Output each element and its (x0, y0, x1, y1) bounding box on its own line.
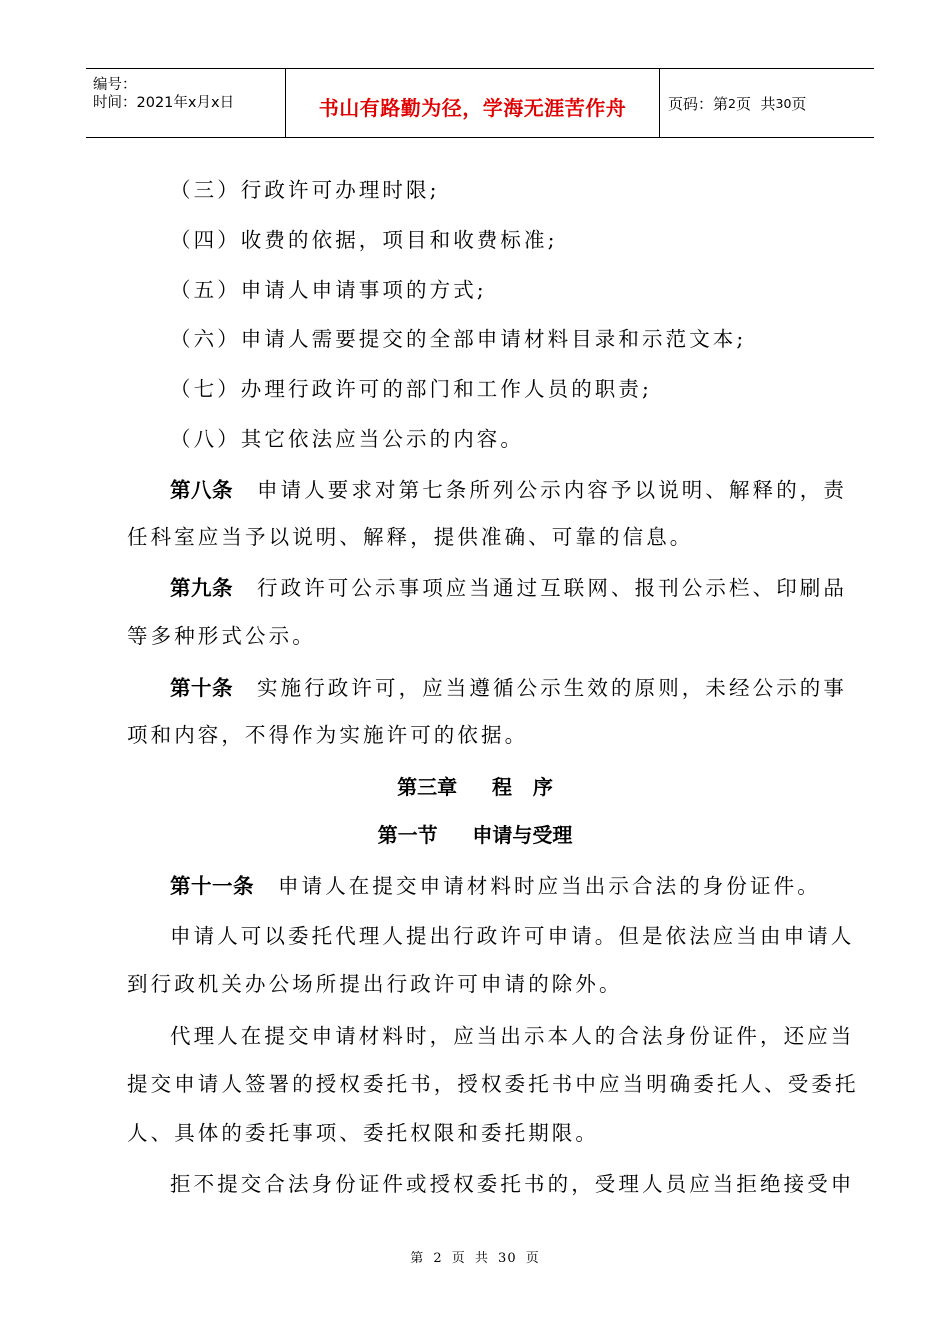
list-item: （三）行政许可办理时限; (170, 178, 440, 202)
paragraph-line: 到行政机关办公场所提出行政许可申请的除外。 (127, 972, 623, 996)
article-10 (170, 671, 847, 701)
serial-number-label: 编号： (93, 77, 137, 93)
article-text: 申请人要求对第七条所列公示内容予以说明、解释的，责 (257, 478, 847, 502)
article-9 (170, 571, 847, 601)
page-header (86, 68, 874, 138)
chapter-heading: 第三章 程 序 (397, 775, 553, 799)
article-8-cont: 任科室应当予以说明、解释，提供准确、可靠的信息。 (127, 525, 694, 549)
paragraph-line: 拒不提交合法身份证件或授权委托书的，受理人员应当拒绝接受申 (170, 1172, 855, 1196)
article-text: 实施行政许可，应当遵循公示生效的原则，未经公示的事 (257, 676, 847, 700)
list-item: （五）申请人申请事项的方式; (170, 278, 487, 302)
page-mid: 页 共 (735, 94, 776, 113)
article-text: 行政许可公示事项应当通过互联网、报刊公示栏、印刷品 (257, 576, 847, 600)
paragraph-line: 人、具体的委托事项、委托权限和委托期限。 (127, 1121, 599, 1145)
article-title: 第九条 (170, 576, 233, 600)
list-item: （六）申请人需要提交的全部申请材料目录和示范文本; (170, 327, 747, 351)
list-item: （七）办理行政许可的部门和工作人员的职责; (170, 377, 653, 401)
article-9-cont: 等多种形式公示。 (127, 624, 316, 648)
article-11 (170, 869, 821, 899)
list-item: （四）收费的依据，项目和收费标准; (170, 228, 558, 252)
page-end: 页 (791, 94, 807, 113)
article-text: 申请人在提交申请材料时应当出示合法的身份证件。 (278, 874, 821, 898)
header-motto-cell (286, 69, 660, 137)
paragraph-line: 申请人可以委托代理人提出行政许可申请。但是依法应当由申请人 (170, 924, 855, 948)
paragraph-line: 提交申请人签署的授权委托书，授权委托书中应当明确委托人、受委托 (127, 1072, 859, 1096)
article-8 (170, 473, 847, 503)
time-label: 时间：2021年x月x日 (93, 95, 235, 111)
section-heading: 第一节 申请与受理 (377, 823, 573, 847)
header-page-cell (660, 69, 874, 137)
article-10-cont: 项和内容，不得作为实施许可的依据。 (127, 723, 529, 747)
article-title: 第八条 (170, 478, 233, 502)
page-current: 2 (728, 95, 736, 111)
list-item: （八）其它依法应当公示的内容。 (170, 427, 524, 451)
page-label: 页码：第 (668, 94, 729, 113)
header-motto: 书山有路勤为径，学海无涯苦作舟 (318, 95, 627, 120)
paragraph-line: 代理人在提交申请材料时，应当出示本人的合法身份证件，还应当 (170, 1024, 855, 1048)
article-title: 第十条 (170, 676, 233, 700)
header-meta-cell (86, 69, 286, 137)
page-total: 30 (775, 95, 792, 111)
article-title: 第十一条 (170, 874, 254, 898)
page-footer: 第 2 页 共 30 页 (410, 1251, 540, 1266)
